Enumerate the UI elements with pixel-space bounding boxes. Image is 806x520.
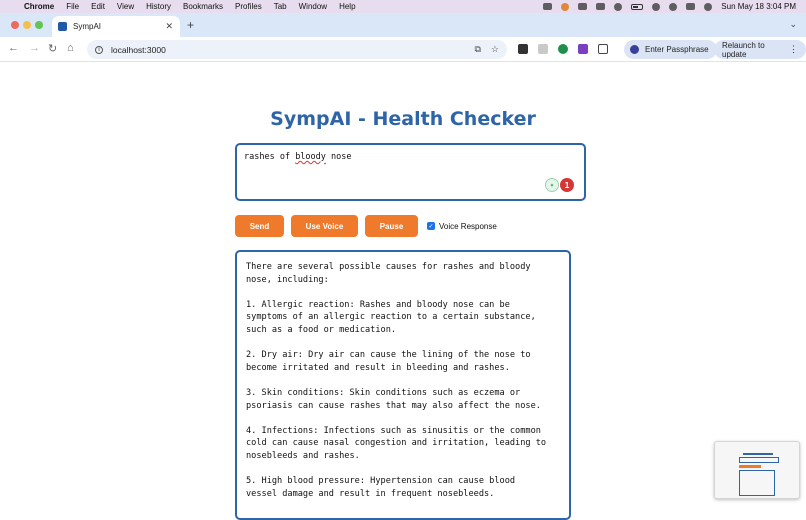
search-icon[interactable]	[669, 3, 677, 11]
extension-icon[interactable]	[578, 44, 588, 54]
wifi-icon[interactable]	[652, 3, 660, 11]
profile-avatar-icon	[630, 45, 639, 54]
macos-menu-bar	[0, 0, 806, 13]
enter-passphrase-button[interactable]	[624, 40, 717, 59]
page-title: SympAI - Health Checker	[270, 108, 536, 130]
bookmark-star-icon[interactable]: ☆	[490, 44, 499, 54]
relaunch-to-update-button[interactable]	[714, 40, 806, 59]
screenshot-thumbnail-preview[interactable]	[714, 441, 800, 499]
extension-icon[interactable]	[558, 44, 568, 54]
window-zoom-button[interactable]	[35, 21, 43, 29]
status-app-icon[interactable]	[543, 3, 552, 10]
status-app-icon[interactable]	[578, 3, 587, 10]
menu-edit[interactable]: Edit	[91, 2, 105, 11]
reload-icon[interactable]: ↻	[48, 43, 58, 55]
status-app-icon[interactable]	[561, 3, 569, 11]
menu-bookmarks[interactable]: Bookmarks	[183, 2, 224, 11]
menu-file[interactable]: File	[66, 2, 80, 11]
symptom-input-text-end: nose	[325, 152, 352, 162]
forward-arrow-icon[interactable]: →	[29, 42, 40, 54]
menu-window[interactable]: Window	[298, 2, 328, 11]
voice-response-checkbox[interactable]: ✓	[428, 223, 434, 230]
misspelled-word[interactable]: bloody	[295, 152, 326, 162]
voice-response-label[interactable]: Voice Response	[439, 221, 497, 231]
tab-close-icon[interactable]: ✕	[165, 21, 173, 31]
tab-favicon-icon	[58, 22, 67, 31]
relaunch-label: Relaunch to update	[722, 40, 765, 59]
menu-chrome[interactable]: Chrome	[24, 2, 55, 11]
pause-button[interactable]: Pause	[365, 215, 418, 237]
thumbnail-title-mark	[743, 453, 773, 455]
browser-toolbar	[0, 37, 806, 62]
response-output: There are several possible causes for rashes and bloody nose, including: 1. Allergic reaction: Rashes and bloody nose can be symptoms of an allergic reaction to a certain substance, such as a food or medication. 2. Dry air: Dry air can cause the lining of the nose to become irritated and result in bleeding and rashes. 3. Skin conditions: Skin conditions such as eczema or psoriasis can cause rashes that may also affect the nose. 4. Infections: Infections such as sinusitis or the common cold can cause nasal congestion and irritation, leading to nosebleeds and rashes. 5. High blood pressure: Hypertension can cause blood vessel damage and result in frequent nosebleeds.	[235, 250, 571, 520]
site-info-icon[interactable]: i	[95, 46, 103, 54]
extension-icon[interactable]	[538, 44, 548, 54]
extensions-puzzle-icon[interactable]	[598, 44, 608, 54]
status-app-icon[interactable]	[596, 3, 605, 10]
use-voice-button[interactable]: Use Voice	[291, 215, 358, 237]
menu-profiles[interactable]: Profiles	[235, 2, 262, 11]
menu-help[interactable]: Help	[339, 2, 356, 11]
action-buttons-row	[235, 215, 497, 237]
tab-search-chevron-icon[interactable]: ⌄	[789, 19, 797, 29]
browser-tab[interactable]	[52, 16, 180, 37]
thumbnail-buttons-mark	[739, 465, 761, 468]
lightbulb-icon[interactable]: ✦	[545, 178, 559, 192]
passphrase-label: Enter Passphrase	[645, 45, 709, 54]
home-icon[interactable]: ⌂	[67, 42, 74, 54]
more-menu-icon[interactable]: ⋮	[789, 44, 798, 54]
grammar-issue-count-badge[interactable]: 1	[560, 178, 574, 192]
menu-tab[interactable]: Tab	[273, 2, 287, 11]
address-bar-url[interactable]: localhost:3000	[111, 44, 166, 55]
menu-view[interactable]: View	[116, 2, 135, 11]
back-arrow-icon[interactable]: ←	[8, 42, 19, 54]
tab-title: SympAI	[73, 22, 102, 31]
symptom-input-text-start: rashes of	[244, 152, 296, 162]
new-tab-button[interactable]: +	[187, 18, 195, 32]
grammar-checker-widget[interactable]	[545, 178, 574, 192]
thumbnail-input-mark	[739, 457, 779, 463]
symptom-input[interactable]	[235, 143, 586, 201]
battery-icon[interactable]	[631, 4, 643, 10]
window-close-button[interactable]	[11, 21, 19, 29]
install-app-icon[interactable]: ⧉	[474, 44, 481, 54]
menu-bar-status-area	[543, 0, 796, 13]
control-center-icon[interactable]	[686, 3, 695, 10]
menu-bar-clock[interactable]: Sun May 18 3:04 PM	[721, 2, 796, 11]
address-bar[interactable]	[87, 40, 507, 59]
siri-icon[interactable]	[704, 3, 712, 11]
thumbnail-response-mark	[739, 470, 775, 496]
window-minimize-button[interactable]	[23, 21, 31, 29]
send-button[interactable]: Send	[235, 215, 284, 237]
page-content	[0, 63, 806, 504]
extension-icon[interactable]	[518, 44, 528, 54]
menu-history[interactable]: History	[146, 2, 172, 11]
browser-tab-strip	[0, 13, 806, 37]
bluetooth-icon[interactable]	[614, 3, 622, 11]
